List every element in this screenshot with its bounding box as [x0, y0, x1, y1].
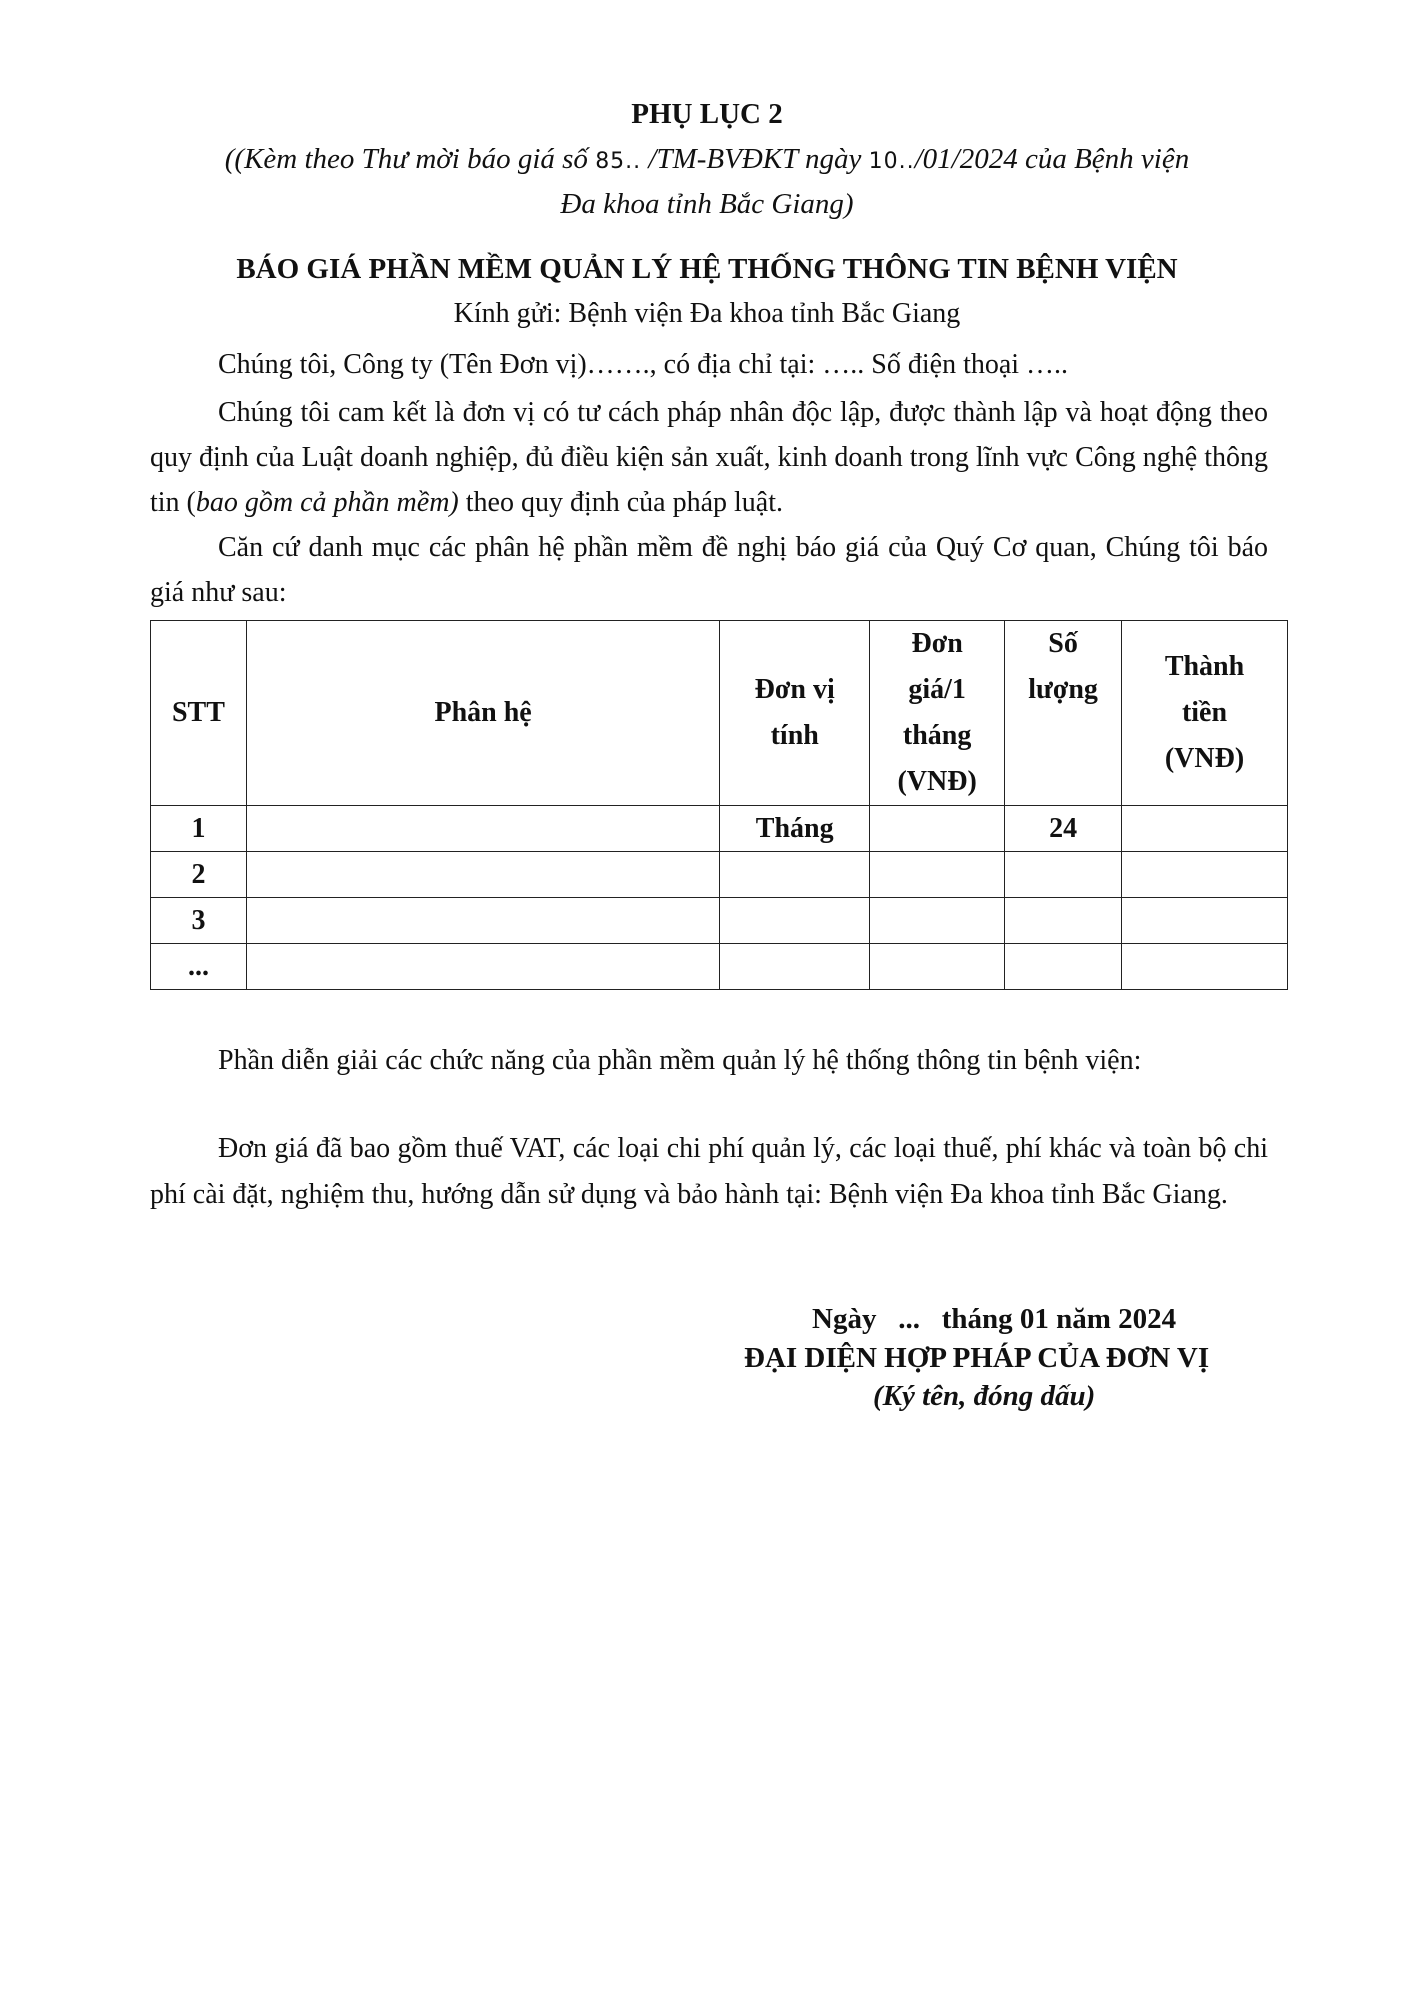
signature-representative: ĐẠI DIỆN HỢP PHÁP CỦA ĐƠN VỊ	[744, 1342, 1210, 1374]
commitment-text-end: theo quy định của pháp luật.	[458, 487, 783, 518]
appendix-title: PHỤ LỤC 2	[631, 98, 783, 130]
cell-stt: 1	[151, 806, 247, 852]
cell-unit	[720, 944, 870, 990]
quotation-table	[150, 620, 1288, 990]
explanation-paragraph: Phần diễn giải các chức năng của phần mềm quản lý hệ thống thông tin bệnh viện:	[218, 1045, 1142, 1076]
header-unit-text: Đơn vị tính	[754, 674, 835, 751]
table-row	[151, 852, 1288, 898]
cell-unit-price	[870, 898, 1005, 944]
attachment-line2: Đa khoa tỉnh Bắc Giang)	[560, 188, 854, 220]
cell-unit-price	[870, 852, 1005, 898]
header-stt: STT	[151, 621, 247, 806]
header-quantity-text: Số lượng	[1028, 628, 1098, 705]
table-row	[151, 806, 1288, 852]
cell-unit: Tháng	[720, 806, 870, 852]
greeting: Kính gửi: Bệnh viện Đa khoa tỉnh Bắc Giang	[453, 298, 961, 329]
cell-unit	[720, 898, 870, 944]
cell-stt: ...	[151, 944, 247, 990]
header-unit-price-text: Đơn giá/1 tháng (VNĐ)	[897, 628, 977, 797]
attachment-prefix: ((Kèm theo Thư mời báo giá số	[224, 143, 596, 175]
cell-stt: 2	[151, 852, 247, 898]
cell-unit-price	[870, 806, 1005, 852]
header-unit-price	[870, 621, 1005, 806]
price-note-paragraph: Đơn giá đã bao gồm thuế VAT, các loại chi phí quản lý, các loại thuế, phí khác và toàn bộ chi phí cài đặt, nghiệm thu, hướng dẫn sử dụng và bảo hành tại: Bệnh viện Đa khoa tỉnh Bắc Giang.	[150, 1133, 1268, 1210]
table-row	[151, 898, 1288, 944]
commitment-paragraph	[150, 390, 1268, 525]
letter-number: 85..	[595, 149, 642, 174]
cell-total	[1122, 806, 1288, 852]
signature-note: (Ký tên, đóng dấu)	[873, 1380, 1096, 1412]
basis-paragraph: Căn cứ danh mục các phân hệ phần mềm đề nghị báo giá của Quý Cơ quan, Chúng tôi báo giá như sau:	[150, 532, 1268, 608]
cell-total	[1122, 898, 1288, 944]
header-total	[1122, 621, 1288, 806]
commitment-italic: bao gồm cả phần mềm)	[195, 487, 459, 518]
cell-quantity	[1005, 898, 1122, 944]
cell-module	[246, 852, 719, 898]
cell-total	[1122, 852, 1288, 898]
cell-total	[1122, 944, 1288, 990]
letter-day: 10..	[868, 149, 915, 174]
header-quantity	[1005, 621, 1122, 806]
attachment-mid: /TM-BVĐKT ngày	[641, 143, 869, 175]
attachment-note	[130, 138, 1284, 226]
header-module: Phân hệ	[246, 621, 719, 806]
cell-quantity	[1005, 944, 1122, 990]
header-unit	[720, 621, 870, 806]
table-header-row	[151, 621, 1288, 806]
cell-quantity	[1005, 852, 1122, 898]
cell-module	[246, 898, 719, 944]
header-total-text: Thành tiền (VNĐ)	[1164, 651, 1245, 774]
attachment-suffix: /01/2024 của Bệnh viện	[914, 143, 1190, 175]
signature-date: Ngày ... tháng 01 năm 2024	[812, 1303, 1177, 1335]
document-title: BÁO GIÁ PHẦN MỀM QUẢN LÝ HỆ THỐNG THÔNG TIN BỆNH VIỆN	[236, 253, 1178, 285]
cell-unit-price	[870, 944, 1005, 990]
intro-paragraph: Chúng tôi, Công ty (Tên Đơn vị)……., có địa chỉ tại: ….. Số điện thoại …..	[218, 349, 1069, 380]
cell-module	[246, 944, 719, 990]
cell-stt: 3	[151, 898, 247, 944]
cell-module	[246, 806, 719, 852]
cell-unit	[720, 852, 870, 898]
commitment-text: Chúng tôi cam kết là đơn vị có tư cách pháp nhân độc lập, được thành lập và hoạt động theo quy định của Luật doanh nghiệp, đủ điều kiện sản xuất, kinh doanh trong lĩnh vực Công nghệ thông tin (	[150, 397, 1268, 518]
table-row	[151, 944, 1288, 990]
cell-quantity: 24	[1005, 806, 1122, 852]
